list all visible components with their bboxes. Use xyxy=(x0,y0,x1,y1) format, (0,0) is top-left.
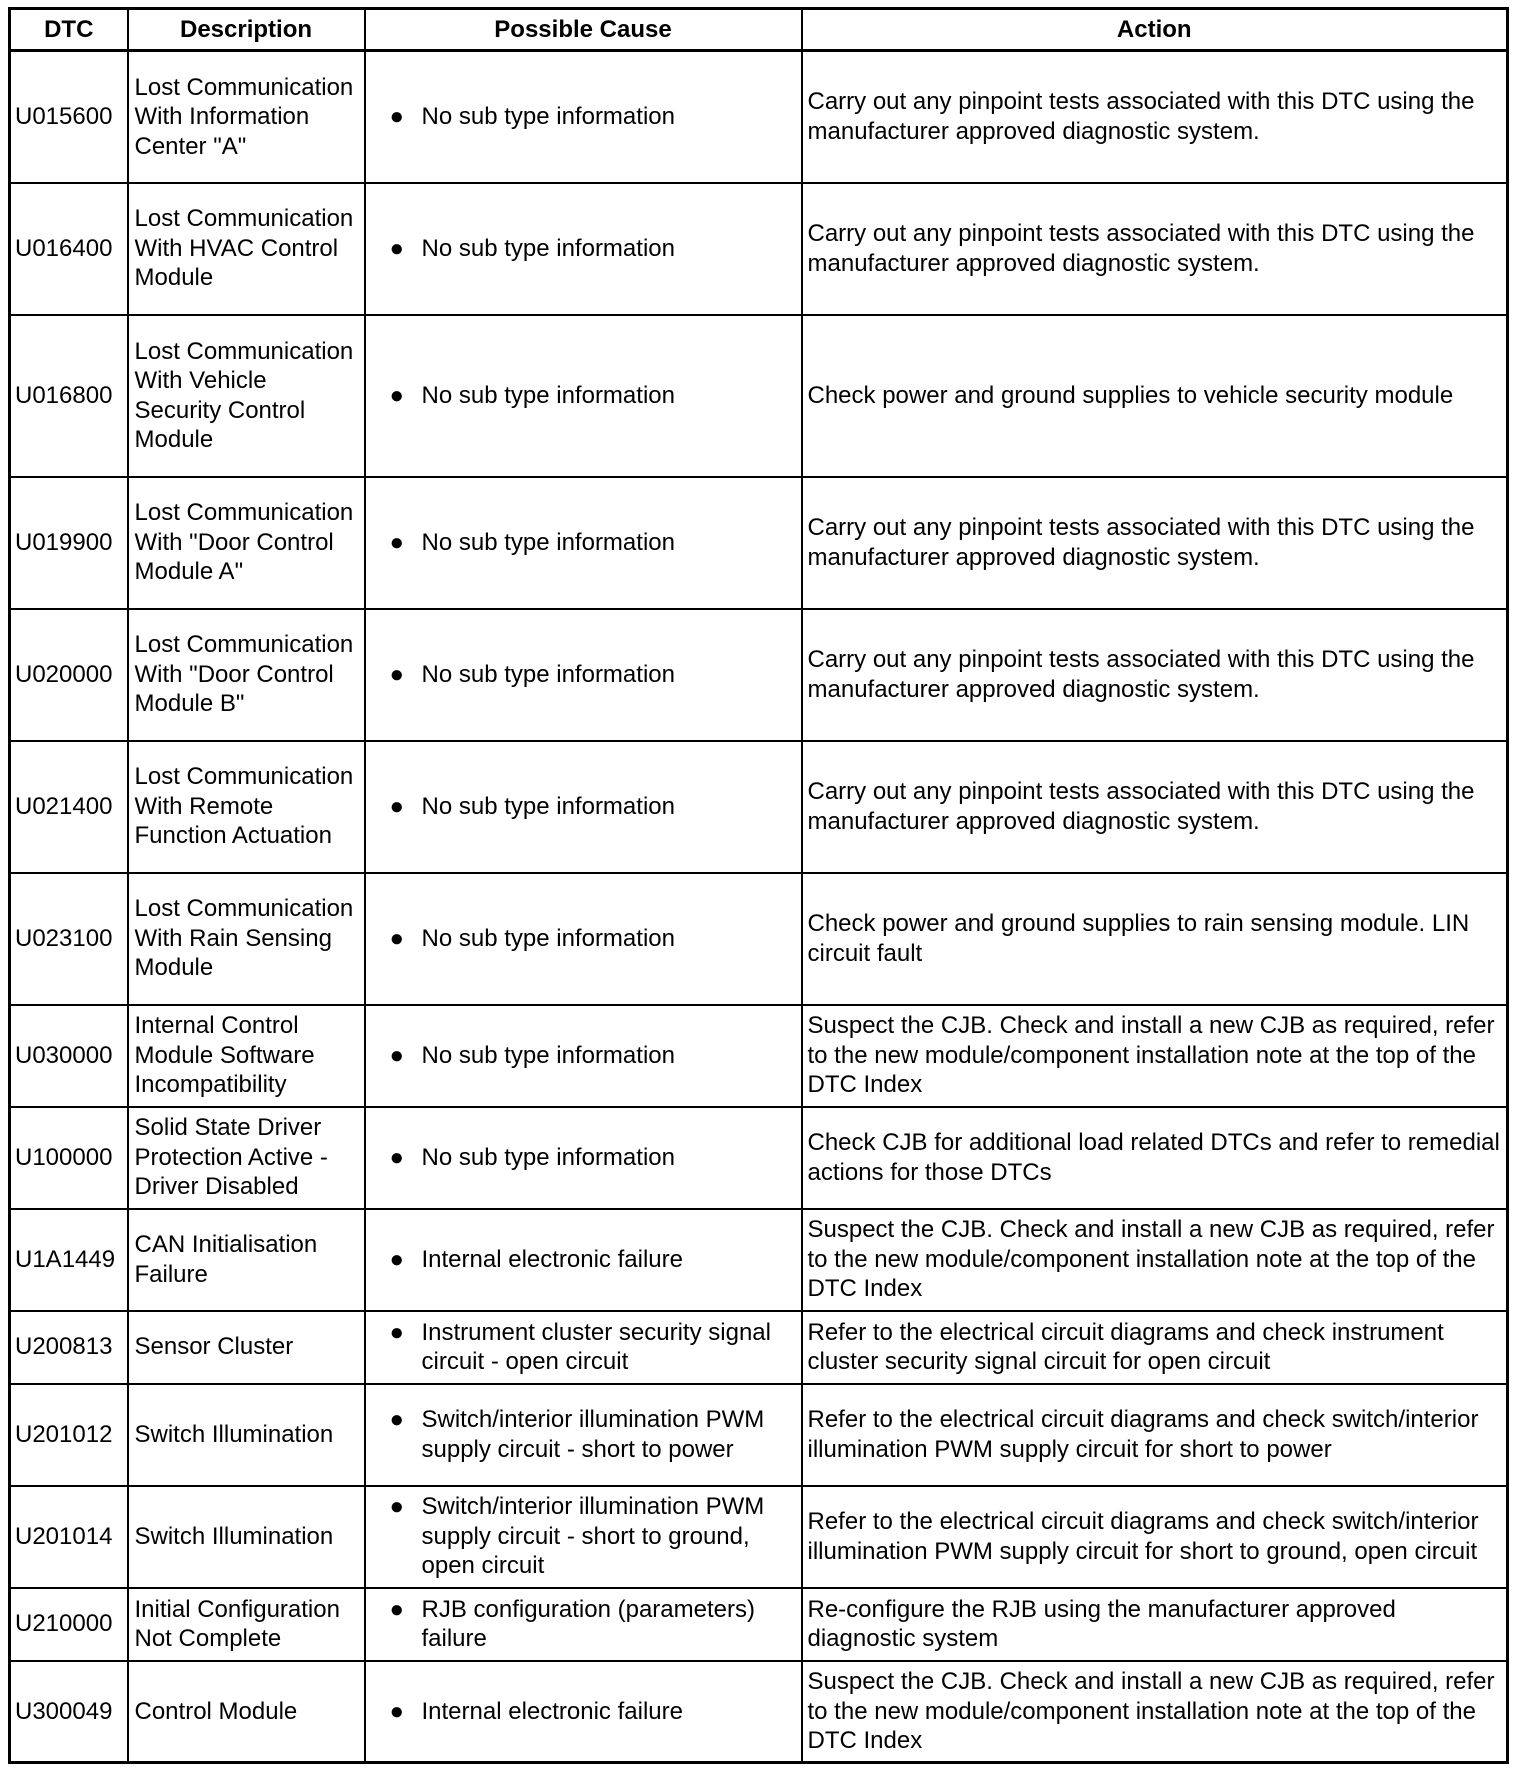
dtc-code: U030000 xyxy=(10,1005,128,1107)
table-row xyxy=(10,477,1508,609)
dtc-action: Carry out any pinpoint tests associated with this DTC using the manufacturer approved diagnostic system. xyxy=(802,51,1508,183)
bullet-icon: ● xyxy=(389,1406,404,1433)
possible-cause xyxy=(365,1107,802,1209)
dtc-code: U019900 xyxy=(10,477,128,609)
dtc-code: U100000 xyxy=(10,1107,128,1209)
dtc-action: Re-configure the RJB using the manufacturer approved diagnostic system xyxy=(802,1588,1508,1661)
table-row xyxy=(10,741,1508,873)
dtc-code: U201014 xyxy=(10,1486,128,1588)
possible-cause xyxy=(365,1661,802,1763)
dtc-action: Check power and ground supplies to vehicle security module xyxy=(802,315,1508,477)
possible-cause-text: No sub type information xyxy=(421,1041,675,1069)
possible-cause xyxy=(365,1486,802,1588)
dtc-table xyxy=(8,7,1509,1764)
dtc-code: U200813 xyxy=(10,1311,128,1384)
table-row xyxy=(10,1486,1508,1588)
dtc-code: U023100 xyxy=(10,873,128,1005)
dtc-description: CAN Initialisation Failure xyxy=(128,1209,365,1311)
dtc-description: Switch Illumination xyxy=(128,1486,365,1588)
table-row xyxy=(10,1209,1508,1311)
dtc-code: U1A1449 xyxy=(10,1209,128,1311)
possible-cause-text: No sub type information xyxy=(421,1143,675,1171)
bullet-icon: ● xyxy=(389,792,404,820)
possible-cause xyxy=(365,1384,802,1486)
dtc-description: Solid State Driver Protection Active - Driver Disabled xyxy=(128,1107,365,1209)
table-row xyxy=(10,183,1508,315)
dtc-action: Suspect the CJB. Check and install a new CJB as required, refer to the new module/component installation note at the top of the DTC Index xyxy=(802,1005,1508,1107)
bullet-icon: ● xyxy=(389,1493,404,1521)
dtc-action: Check CJB for additional load related DTCs and refer to remedial actions for those DTCs xyxy=(802,1107,1508,1209)
possible-cause-text: No sub type information xyxy=(421,381,675,409)
dtc-code: U016400 xyxy=(10,183,128,315)
bullet-icon: ● xyxy=(389,1143,404,1171)
possible-cause xyxy=(365,1311,802,1384)
bullet-icon: ● xyxy=(389,234,404,262)
bullet-icon: ● xyxy=(389,528,404,556)
dtc-action: Carry out any pinpoint tests associated with this DTC using the manufacturer approved diagnostic system. xyxy=(802,477,1508,609)
table-row xyxy=(10,609,1508,741)
dtc-action: Carry out any pinpoint tests associated with this DTC using the manufacturer approved diagnostic system. xyxy=(802,609,1508,741)
header-row xyxy=(10,9,1508,51)
dtc-action: Suspect the CJB. Check and install a new CJB as required, refer to the new module/component installation note at the top of the DTC Index xyxy=(802,1661,1508,1763)
dtc-description: Control Module xyxy=(128,1661,365,1763)
dtc-code: U020000 xyxy=(10,609,128,741)
possible-cause xyxy=(365,1588,802,1661)
possible-cause-text: No sub type information xyxy=(421,792,675,820)
bullet-icon: ● xyxy=(389,1697,404,1725)
table-row xyxy=(10,1588,1508,1661)
possible-cause xyxy=(365,1209,802,1311)
dtc-description: Internal Control Module Software Incompatibility xyxy=(128,1005,365,1107)
possible-cause-text: Internal electronic failure xyxy=(421,1245,683,1273)
dtc-description: Lost Communication With "Door Control Module B" xyxy=(128,609,365,741)
table-row xyxy=(10,1107,1508,1209)
table-row xyxy=(10,1661,1508,1763)
dtc-action: Suspect the CJB. Check and install a new CJB as required, refer to the new module/component installation note at the top of the DTC Index xyxy=(802,1209,1508,1311)
possible-cause xyxy=(365,609,802,741)
table-row xyxy=(10,873,1508,1005)
header-action: Action xyxy=(802,9,1508,51)
dtc-description: Lost Communication With HVAC Control Module xyxy=(128,183,365,315)
header-possible-cause: Possible Cause xyxy=(365,9,802,51)
possible-cause-text: No sub type information xyxy=(421,660,675,688)
dtc-action: Refer to the electrical circuit diagrams and check instrument cluster security signal circuit for open circuit xyxy=(802,1311,1508,1384)
possible-cause xyxy=(365,873,802,1005)
possible-cause xyxy=(365,51,802,183)
header-dtc: DTC xyxy=(10,9,128,51)
dtc-action: Refer to the electrical circuit diagrams and check switch/interior illumination PWM supply circuit for short to power xyxy=(802,1384,1508,1486)
dtc-code: U201012 xyxy=(10,1384,128,1486)
table-row xyxy=(10,1311,1508,1384)
dtc-description: Lost Communication With Information Center "A" xyxy=(128,51,365,183)
possible-cause-text: Internal electronic failure xyxy=(421,1697,683,1725)
dtc-description: Lost Communication With Vehicle Security Control Module xyxy=(128,315,365,477)
possible-cause-text: Switch/interior illumination PWM supply circuit - short to power xyxy=(421,1406,765,1463)
dtc-description: Lost Communication With Rain Sensing Module xyxy=(128,873,365,1005)
dtc-code: U021400 xyxy=(10,741,128,873)
possible-cause xyxy=(365,477,802,609)
bullet-icon: ● xyxy=(389,1318,404,1346)
possible-cause-text: No sub type information xyxy=(421,528,675,556)
possible-cause-text: No sub type information xyxy=(421,103,675,130)
dtc-code: U210000 xyxy=(10,1588,128,1661)
dtc-code: U300049 xyxy=(10,1661,128,1763)
possible-cause-text: Switch/interior illumination PWM supply circuit - short to ground, open circuit xyxy=(421,1493,765,1580)
dtc-description: Switch Illumination xyxy=(128,1384,365,1486)
possible-cause xyxy=(365,315,802,477)
table-row xyxy=(10,1384,1508,1486)
dtc-action: Refer to the electrical circuit diagrams and check switch/interior illumination PWM supply circuit for short to ground, open circuit xyxy=(802,1486,1508,1588)
dtc-code: U016800 xyxy=(10,315,128,477)
bullet-icon: ● xyxy=(389,1245,404,1273)
bullet-icon: ● xyxy=(389,1595,404,1623)
bullet-icon: ● xyxy=(389,1041,404,1069)
possible-cause xyxy=(365,183,802,315)
possible-cause-text: RJB configuration (parameters) failure xyxy=(421,1595,755,1652)
possible-cause xyxy=(365,741,802,873)
dtc-description: Initial Configuration Not Complete xyxy=(128,1588,365,1661)
possible-cause-text: No sub type information xyxy=(421,924,675,952)
possible-cause-text: No sub type information xyxy=(421,234,675,262)
dtc-description: Sensor Cluster xyxy=(128,1311,365,1384)
table-row xyxy=(10,1005,1508,1107)
header-description: Description xyxy=(128,9,365,51)
bullet-icon: ● xyxy=(389,924,404,952)
dtc-code: U015600 xyxy=(10,51,128,183)
dtc-action: Check power and ground supplies to rain sensing module. LIN circuit fault xyxy=(802,873,1508,1005)
possible-cause-text: Instrument cluster security signal circuit - open circuit xyxy=(421,1318,771,1375)
dtc-action: Carry out any pinpoint tests associated with this DTC using the manufacturer approved diagnostic system. xyxy=(802,183,1508,315)
table-row xyxy=(10,51,1508,183)
dtc-description: Lost Communication With "Door Control Module A" xyxy=(128,477,365,609)
possible-cause xyxy=(365,1005,802,1107)
bullet-icon: ● xyxy=(389,103,404,130)
dtc-description: Lost Communication With Remote Function Actuation xyxy=(128,741,365,873)
table-row xyxy=(10,315,1508,477)
bullet-icon: ● xyxy=(389,381,404,409)
bullet-icon: ● xyxy=(389,660,404,688)
dtc-action: Carry out any pinpoint tests associated with this DTC using the manufacturer approved diagnostic system. xyxy=(802,741,1508,873)
